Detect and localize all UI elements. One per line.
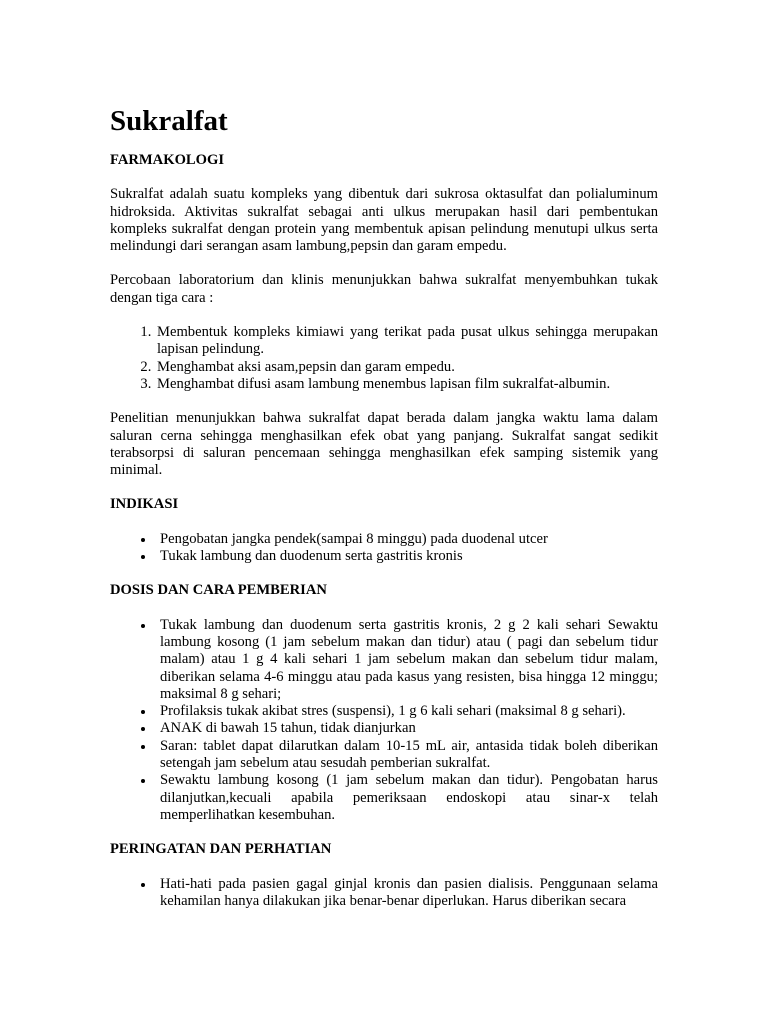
document-title: Sukralfat (110, 105, 228, 137)
list-item: • Hati-hati pada pasien gagal ginjal kronis dan pasien dialisis. Penggunaan selama kehamilan hanya dilakukan jika benar-benar diperlukan. Harus diberikan secara (155, 876, 658, 911)
list-item: 3. Menghambat difusi asam lambung menembus lapisan film sukralfat-albumin. (155, 376, 658, 393)
numbered-list-cara (110, 324, 658, 393)
list-item: • Profilaksis tukak akibat stres (suspensi), 1 g 6 kali sehari (maksimal 8 g sehari). (155, 703, 658, 720)
list-item: • Pengobatan jangka pendek(sampai 8 minggu) pada duodenal utcer (155, 531, 658, 548)
heading-farmakologi: FARMAKOLOGI (110, 152, 225, 168)
paragraph-farmakologi-3: Penelitian menunjukkan bahwa sukralfat dapat berada dalam jangka waktu lama dalam saluran cerna sehingga menghasilkan efek obat yang panjang. Sukralfat sangat sedikit terabsorpsi di saluran pencemaan sehingga menghasilkan efek samping sistemik yang minimal. (110, 410, 658, 479)
bullet-list-indikasi (110, 531, 658, 566)
list-item: 2. Menghambat aksi asam,pepsin dan garam empedu. (155, 359, 658, 376)
heading-indikasi: INDIKASI (110, 496, 179, 513)
list-item: 1. Membentuk kompleks kimiawi yang terikat pada pusat ulkus sehingga merupakan lapisan pelindung. (155, 324, 658, 359)
list-item: • Sewaktu lambung kosong (1 jam sebelum makan dan tidur). Pengobatan harus dilanjutkan,kecuali apabila pemeriksaan endoskopi atau sinar-x telah memperlihatkan kesembuhan. (155, 772, 658, 824)
list-item: • ANAK di bawah 15 tahun, tidak dianjurkan (155, 720, 658, 737)
heading-peringatan: PERINGATAN DAN PERHATIAN (110, 841, 332, 858)
bullet-list-dosis (110, 617, 658, 825)
paragraph-farmakologi-2: Percobaan laboratorium dan klinis menunjukkan bahwa sukralfat menyembuhkan tukak dengan tiga cara : (110, 272, 658, 306)
bullet-list-peringatan (110, 876, 658, 911)
heading-dosis: DOSIS DAN CARA PEMBERIAN (110, 582, 327, 599)
list-item: • Tukak lambung dan duodenum serta gastritis kronis (155, 548, 658, 565)
list-item: • Saran: tablet dapat dilarutkan dalam 10-15 mL air, antasida tidak boleh diberikan setengah jam sebelum atau sesudah pemberian sukralfat. (155, 738, 658, 773)
list-item: • Tukak lambung dan duodenum serta gastritis kronis, 2 g 2 kali sehari Sewaktu lambung kosong (1 jam sebelum makan dan tidur) atau ( pagi dan sebelum tidur malam) atau 1 g 4 kali sehari 1 jam sebelum makan dan sebelum tidur malam, diberikan selama 4-6 minggu atau pada kasus yang resisten, bisa hingga 12 minggu; maksimal 8 g sehari; (155, 617, 658, 703)
paragraph-farmakologi-1: Sukralfat adalah suatu kompleks yang dibentuk dari sukrosa oktasulfat dan polialuminum hidroksida. Aktivitas sukralfat sebagai anti ulkus merupakan hasil dari pembentukan kompleks sukralfat dengan protein yang membentuk apisan pelindung menutupi ulkus serta melindungi dari serangan asam lambung,pepsin dan garam empedu. (110, 186, 658, 255)
